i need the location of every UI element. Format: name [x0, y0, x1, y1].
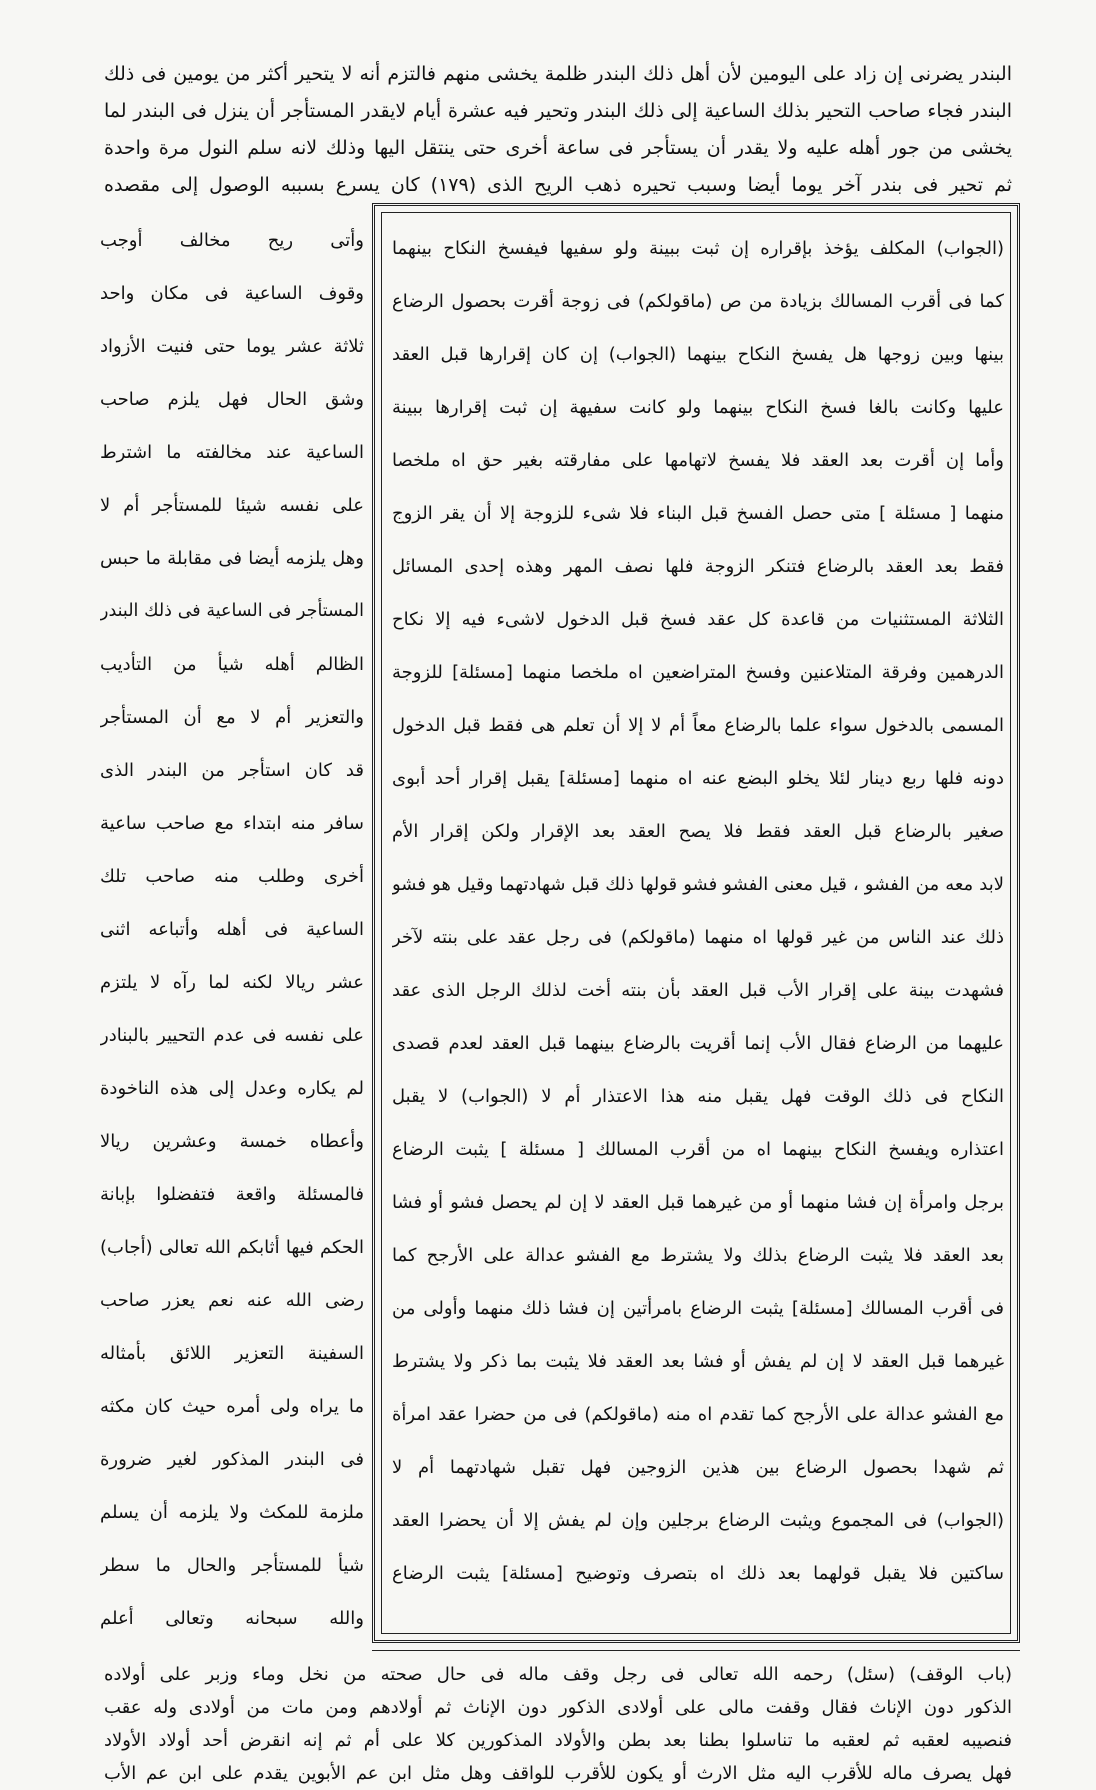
- main-text-line: على نفسه شيئا للمستأجر أم لا: [100, 495, 364, 516]
- commentary-line: فقط بعد العقد بالرضاع فتنكر الزوجة فلها نصف المهر وهذه إحدى المسائل: [392, 556, 1004, 577]
- commentary-line: المسمى بالدخول سواء علما بالرضاع معاً أم لا إلا أن تعلم هى فقط قبل الدخول: [392, 715, 1004, 736]
- commentary-line: غيرهما قبل العقد لا إن لم يفش أو فشا بعد العقد فلا يثبت بما ذكر ولا يشترط: [392, 1351, 1004, 1372]
- divider-rule: [372, 1650, 1020, 1651]
- main-text-line: والتعزير أم لا مع أن المستأجر: [100, 707, 364, 728]
- main-text-line: فالمسئلة واقعة فتفضلوا بإبانة: [100, 1184, 364, 1205]
- main-text-line: سافر منه ابتداء مع صاحب ساعية: [100, 813, 364, 834]
- main-text-line: رضى الله عنه نعم يعزر صاحب: [100, 1290, 364, 1311]
- main-text-line: وشق الحال فهل يلزم صاحب: [100, 389, 364, 410]
- commentary-line: دونه فلها ربع دينار لئلا يخلو البضع عنه اه منهما [مسئلة] يقبل إقرار أحد أبوى: [392, 768, 1004, 789]
- main-text-line: ثلاثة عشر يوما حتى فنيت الأزواد: [100, 336, 364, 357]
- text-line: (باب الوقف) (سئل) رحمه الله تعالى فى رجل وقف ماله فى حال صحته من نخل وماء وزبر على أولاده: [104, 1664, 1012, 1685]
- commentary-line: الثلاثة المستثنيات من قاعدة كل عقد فسخ قبل الدخول لاشىء فيه إلا نكاح: [392, 609, 1004, 630]
- commentary-line: (الجواب) المكلف يؤخذ بإقراره إن ثبت ببينة ولو سفيها فيفسخ النكاح بينهما: [392, 238, 1004, 259]
- main-text-line: الظالم أهله شيأ من التأديب: [100, 654, 364, 675]
- commentary-line: بعد العقد فلا يثبت الرضاع بذلك ولا يشترط مع الفشو عدالة على الأرجح كما: [392, 1245, 1004, 1266]
- main-text-line: وأتى ريح مخالف أوجب: [100, 230, 364, 251]
- main-text-line: وقوف الساعية فى مكان واحد: [100, 283, 364, 304]
- commentary-line: كما فى أقرب المسالك بزيادة من ص (ماقولكم) فى زوجة أقرت بحصول الرضاع: [392, 291, 1004, 312]
- main-text-line: الساعية فى أهله وأتباعه اثنى: [100, 919, 364, 940]
- commentary-line: النكاح فى ذلك الوقت فهل يقبل منه هذا الاعتذار أم لا (الجواب) لا يقبل: [392, 1086, 1004, 1107]
- text-line: الذكور دون الإناث فقال وقفت مالى على أولادى الذكور دون الإناث ثم أولادهم ومن مات من أولادى وله عقب: [104, 1697, 1012, 1718]
- commentary-line: بينها وبين زوجها هل يفسخ النكاح بينهما (الجواب) إن كان إقرارها قبل العقد: [392, 344, 1004, 365]
- main-text-line: أخرى وطلب منه صاحب تلك: [100, 866, 364, 887]
- main-text-line: فى البندر المذكور لغير ضرورة: [100, 1449, 364, 1470]
- main-column: [100, 214, 364, 1645]
- commentary-line: برجل وامرأة إن فشا منهما أو من غيرهما قبل العقد لا إن لم يحصل فشو أو فشا: [392, 1192, 1004, 1213]
- text-line: ثم تحير فى بندر آخر يوما أيضا وسبب تحيره ذهب الريح الذى (١٧٩) كان يسرع بسببه الوصول إلى مقصده: [104, 174, 1012, 196]
- commentary-line: ساكتين فلا يقبل قولهما بعد ذلك اه بتصرف وتوضيح [مسئلة] يثبت الرضاع: [392, 1563, 1004, 1584]
- main-text-line: السفينة التعزير اللائق بأمثاله: [100, 1343, 364, 1364]
- commentary-line: منهما [ مسئلة ] متى حصل الفسخ قبل البناء فلا شىء للزوجة إلا أن يقر الزوج: [392, 503, 1004, 524]
- commentary-line: فى أقرب المسالك [مسئلة] يثبت الرضاع بامرأتين إن فشا ذلك منهما وأولى من: [392, 1298, 1004, 1319]
- margin-commentary: [392, 222, 1004, 1600]
- main-text-line: الساعية عند مخالفته ما اشترط: [100, 442, 364, 463]
- text-line: البندر يضرنى إن زاد على اليومين لأن أهل ذلك البندر ظلمة يخشى منهم فالتزم أنه لا يتحير أكثر من يومين فى ذلك: [104, 63, 1012, 85]
- main-text-line: عشر ريالا لكنه لما رآه لا يلتزم: [100, 972, 364, 993]
- bottom-text: [104, 1658, 1012, 1790]
- text-line: البندر فجاء صاحب التحير بذلك الساعية إلى ذلك البندر وتحير فيه عشرة أيام لايقدر المستأجر أن ينزل فى البندر لما: [104, 100, 1012, 122]
- text-line: فنصيبه لعقبه ثم لعقبه ما تناسلوا بطنا بعد بطن والأولاد المذكورين كلا على أم ثم إنه انقرض أحد أولاد الأولاد: [104, 1730, 1012, 1751]
- commentary-line: صغير بالرضاع قبل العقد فقط فلا يصح العقد بعد الإقرار ولكن إقرار الأم: [392, 821, 1004, 842]
- main-text-line: ملزمة للمكث ولا يلزمه أن يسلم: [100, 1502, 364, 1523]
- top-text: [104, 56, 1012, 204]
- commentary-line: لابد معه من الفشو ، قيل معنى الفشو فشو قولها ذلك قبل شهادتهما وقيل هو فشو: [392, 874, 1004, 895]
- main-text-line: وهل يلزمه أيضا فى مقابلة ما حبس: [100, 548, 364, 569]
- text-line: يخشى من جور أهله عليه ولا يقدر أن يستأجر فى ساعة أخرى حتى ينتقل اليها وذلك لانه سلم النول مرة واحدة: [104, 137, 1012, 159]
- main-text-line: لم يكاره وعدل إلى هذه الناخودة: [100, 1078, 364, 1099]
- commentary-line: اعتذاره ويفسخ النكاح بينهما اه من أقرب المسالك [ مسئلة ] يثبت الرضاع: [392, 1139, 1004, 1160]
- commentary-line: (الجواب) فى المجموع ويثبت الرضاع برجلين وإن لم يفش إلا أن يحضرا العقد: [392, 1510, 1004, 1531]
- main-text-line: وأعطاه خمسة وعشرين ريالا: [100, 1131, 364, 1152]
- commentary-line: فشهدت بينة على إقرار الأب قبل العقد بأن بنته أخت لذلك الرجل الذى عقد: [392, 980, 1004, 1001]
- text-line: فهل يصرف ماله للأقرب اليه مثل الارث أو يكون للأقرب للواقف وهل مثل ابن عم الأبوين يقدم على ابن عم الأب: [104, 1763, 1012, 1784]
- commentary-line: الدرهمين وفرقة المتلاعنين وفسخ المتراضعين اه ملخصا منهما [مسئلة] للزوجة: [392, 662, 1004, 683]
- main-text-line: الحكم فيها أثابكم الله تعالى (أجاب): [100, 1237, 364, 1258]
- main-text-line: قد كان استأجر من البندر الذى: [100, 760, 364, 781]
- commentary-line: عليهما من الرضاع فقال الأب إنما أقريت بالرضاع بينهما قبل العقد لعدم قصدى: [392, 1033, 1004, 1054]
- main-text-line: ما يراه ولى أمره حيث كان مكثه: [100, 1396, 364, 1417]
- commentary-line: ثم شهدا بحصول الرضاع بين هذين الزوجين فهل تقبل شهادتهما أم لا: [392, 1457, 1004, 1478]
- main-text-line: المستأجر فى الساعية فى ذلك البندر: [100, 601, 364, 621]
- commentary-line: عليها وكانت بالغا فسخ النكاح بينهما ولو كانت سفيهة إن ثبت إقرارها ببينة: [392, 397, 1004, 418]
- commentary-line: وأما إن أقرت بعد العقد فلا يفسخ لاتهامها على مفارقته بغير حق اه ملخصا: [392, 450, 1004, 471]
- commentary-line: ذلك عند الناس من غير قولها اه منهما (ماقولكم) فى رجل عقد على بنته لآخر: [392, 927, 1004, 948]
- main-text-line: شيأ للمستأجر والحال ما سطر: [100, 1555, 364, 1576]
- commentary-line: مع الفشو عدالة على الأرجح كما تقدم اه منه (ماقولكم) فى من حضرا عقد امرأة: [392, 1404, 1004, 1425]
- main-text-line: على نفسه فى عدم التحيير بالبنادر: [100, 1025, 364, 1046]
- main-text-line: والله سبحانه وتعالى أعلم: [100, 1608, 364, 1629]
